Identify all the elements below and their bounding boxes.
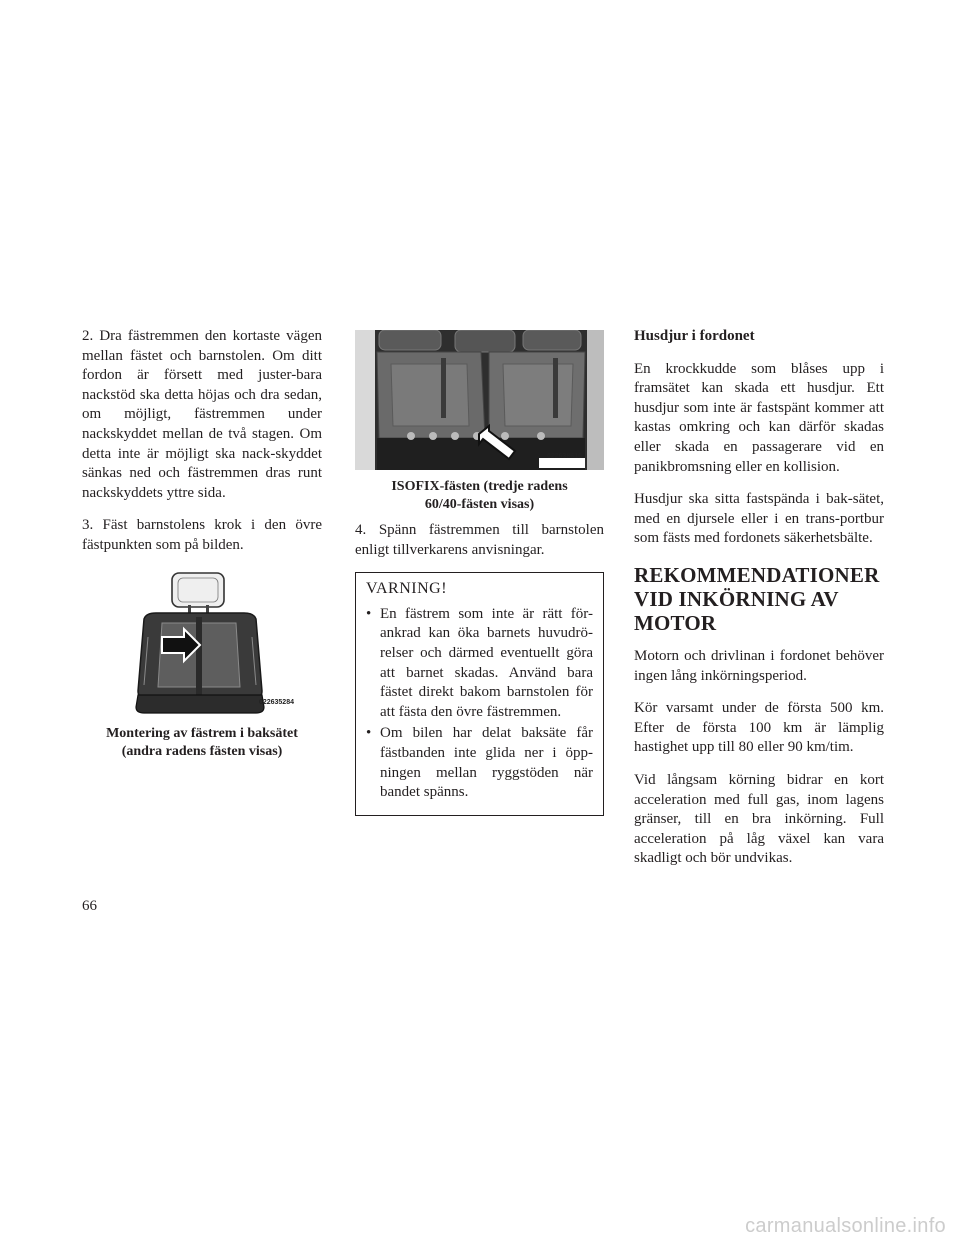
warning-title: VARNING! [366,580,448,598]
break-in-paragraph-3: Vid långsam körning bidrar en kort acceleration med full gas, inom lagens gränser, till en bra inkörning. Full acceleration på låg växel kan vara skadligt och bör undvikas. [634,771,884,867]
figure-caption [82,725,322,761]
step-4-text: 4. Spänn fästremmen till barnstolen enligt tillverkarens anvisningar. [355,522,604,558]
page-number: 66 [82,898,97,914]
warning-item [366,724,593,802]
break-in-paragraph-2: Kör varsamt under de första 500 km. Efter de första 100 km är lämplig hastighet upp till 80 eller 90 km/tim. [634,700,884,756]
warning-item-text: En fästrem som inte är rätt för-ankrad kan öka barnets huvudrö-relser och därmed eventuellt göra att barnet skadas. Använd bara fästet direkt bakom barnstolen för att fästa den övre fästremmen. [380,605,593,720]
bullet-icon: • [366,725,372,742]
warning-item-text: Om bilen har delat baksäte får fästbanden inte glida ner i öpp-ningen mellan ryggstöden när bandet spänns. [380,725,593,801]
left-column [82,327,322,761]
warning-box [355,572,604,816]
warning-item [366,605,593,723]
step-3-text: 3. Fäst barnstolens krok i den övre fästpunkten som på bilden. [82,517,322,553]
right-column [634,327,884,882]
break-in-paragraph-1: Motorn och drivlinan i fordonet behöver ingen lång inkörningsperiod. [634,647,884,684]
pets-heading: Husdjur i fordonet [634,328,755,344]
section-title: REKOMMENDATIONER VID INKÖRNING AV MOTOR [634,562,880,635]
tether-strap-figure [104,567,300,719]
watermark: carmanualsonline.info [745,1215,946,1237]
middle-column [355,330,604,816]
figure-caption [355,478,604,514]
caption-line-2: 60/40-fästen visas) [424,497,535,512]
pets-paragraph-2: Husdjur ska sitta fastspända i bak-sätet, med en djursele eller i en trans-portbur som fästs med fordonets säkerhetsbälte. [634,491,884,547]
bullet-icon: • [366,605,372,622]
step-2-text: 2. Dra fästremmen den kortaste vägen mellan fästet och barnstolen. Om ditt fordon är försett med juster-bara nackstöd ska detta höjas och dra sedan, om möjligt, fästremmen under nackskyddet mellan de två stagen. Om detta inte är möjligt ska nack-skyddet sänkas ned och fästremmen dras runt nackskyddets yttre sida. [82,328,322,501]
figure-code: 022635284 [258,698,294,706]
isofix-figure [355,330,604,470]
caption-line-1: ISOFIX-fästen (tredje radens [391,479,568,494]
figure-code: 022638610 [546,453,582,461]
caption-line-2: (andra radens fästen visas) [121,743,283,759]
caption-line-1: Montering av fästrem i baksätet [106,725,298,741]
pets-paragraph-1: En krockkudde som blåses upp i framsätet kan skada ett husdjur. Ett husdjur som inte är fastspänt kommer att kastas omkring och kan därför skadas eller skada en passagerare vid en panikbromsning eller en kollision. [634,360,884,475]
warning-list [366,605,593,803]
